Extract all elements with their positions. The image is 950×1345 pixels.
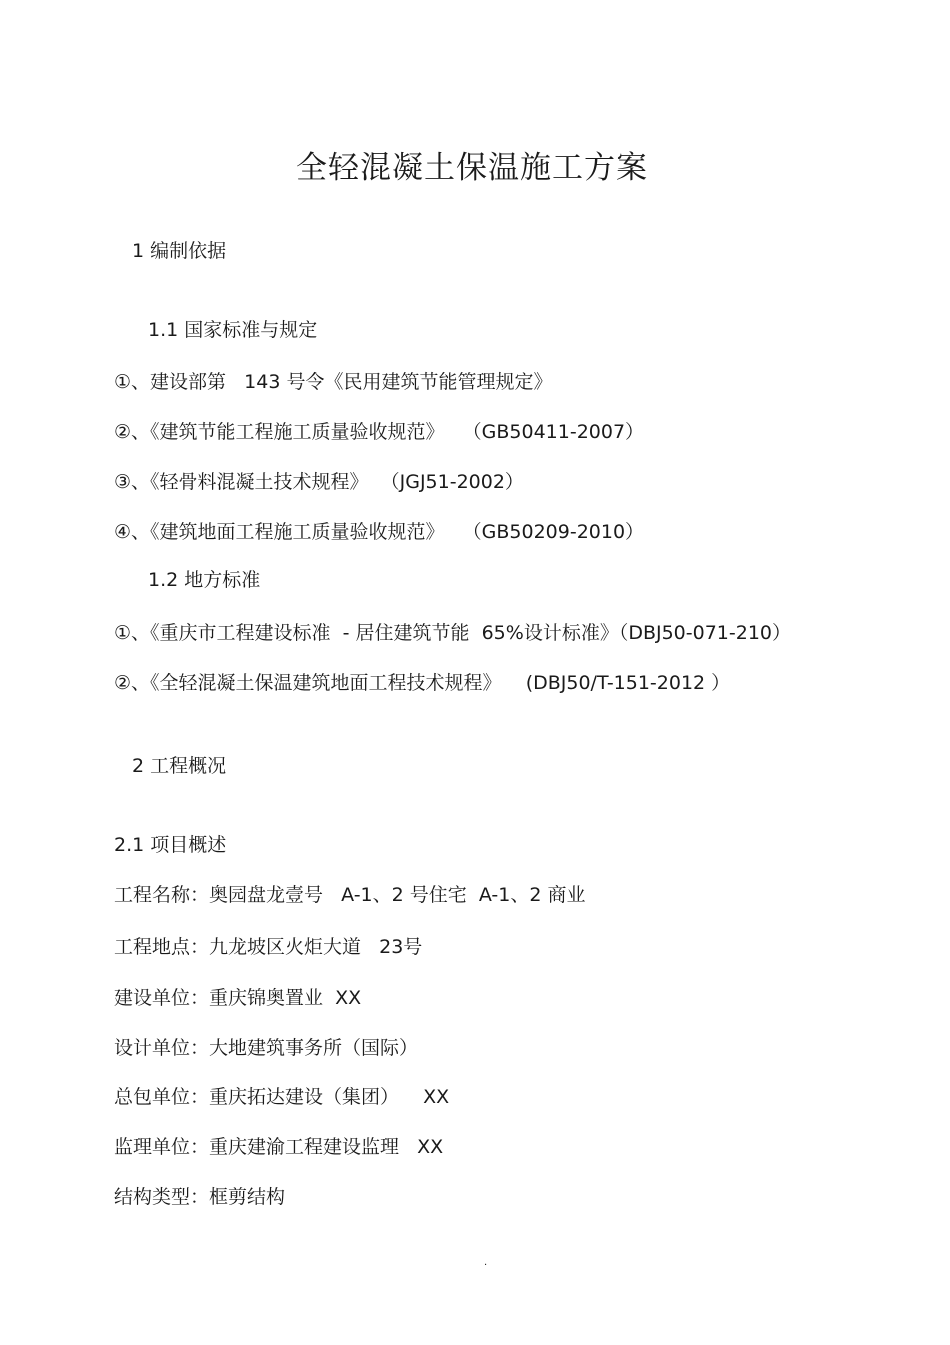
list-item: ③、《轻骨料混凝土技术规程》 （JGJ51-2002） bbox=[114, 471, 524, 493]
project-info-line: 工程地点：九龙坡区火炬大道 23号 bbox=[114, 936, 423, 958]
list-item: ①、建设部第 143 号令《民用建筑节能管理规定》 bbox=[114, 371, 553, 393]
subsection-heading-2-1: 2.1 项目概述 bbox=[114, 834, 227, 856]
list-item: ①、《重庆市工程建设标准 - 居住建筑节能 65%设计标准》（DBJ50-071-210） bbox=[114, 622, 792, 644]
project-info-line: 总包单位：重庆拓达建设（集团） XX bbox=[114, 1086, 450, 1108]
project-info-line: 建设单位：重庆锦奥置业 XX bbox=[114, 987, 362, 1009]
list-item: ④、《建筑地面工程施工质量验收规范》 （GB50209-2010） bbox=[114, 521, 645, 543]
document-title: 全轻混凝土保温施工方案 bbox=[296, 150, 648, 186]
section-heading-1: 1 编制依据 bbox=[132, 240, 227, 262]
subsection-heading-1-2: 1.2 地方标准 bbox=[148, 569, 261, 591]
project-info-line: 工程名称：奥园盘龙壹号 A-1、2 号住宅 A-1、2 商业 bbox=[114, 884, 586, 906]
subsection-heading-1-1: 1.1 国家标准与规定 bbox=[148, 319, 318, 341]
project-info-line: 设计单位：大地建筑事务所（国际） bbox=[114, 1037, 419, 1059]
list-item: ②、《全轻混凝土保温建筑地面工程技术规程》 (DBJ50/T-151-2012 ） bbox=[114, 672, 731, 694]
list-item: ②、《建筑节能工程施工质量验收规范》 （GB50411-2007） bbox=[114, 421, 645, 443]
footer-mark: . bbox=[484, 1257, 488, 1268]
section-heading-2: 2 工程概况 bbox=[132, 755, 227, 777]
project-info-line: 监理单位：重庆建渝工程建设监理 XX bbox=[114, 1136, 444, 1158]
project-info-line: 结构类型：框剪结构 bbox=[114, 1186, 286, 1208]
